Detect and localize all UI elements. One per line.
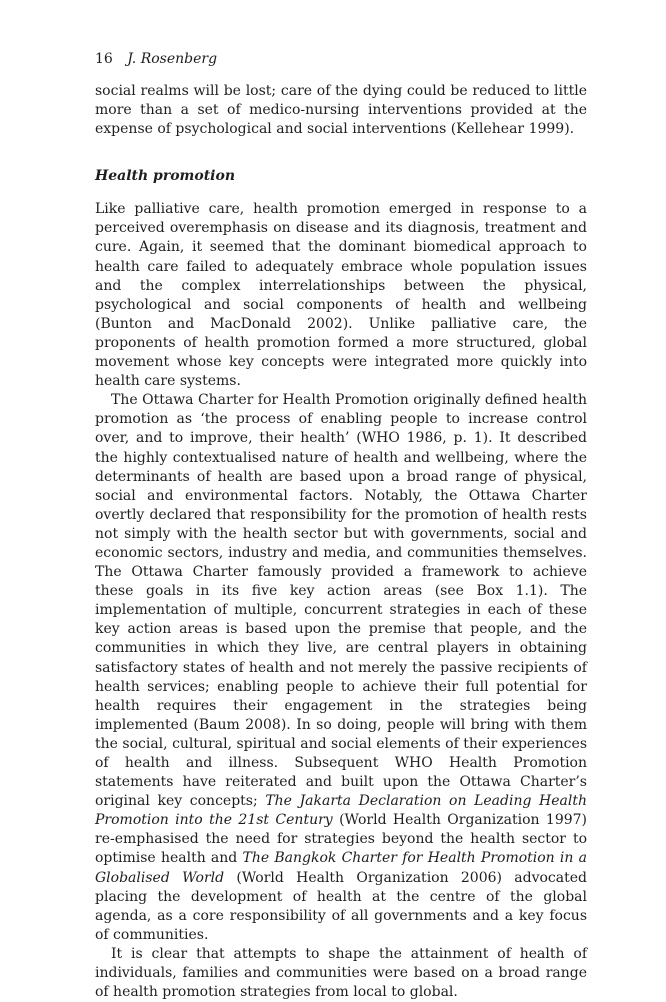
intro-paragraph: social realms will be lost; care of the dying could be reduced to little more than a set of medico-nursing interventions provided at the expense of psychological and social interventions (Kellehear 1999). <box>95 83 587 138</box>
body-paragraph-3: It is clear that attempts to shape the attainment of health of individuals, families and communities were based on a broad range of health promotion strategies from local to global. <box>95 945 587 1001</box>
page-number: 16 <box>95 51 113 67</box>
paragraph-2-text-b: (World Health Organization 1997) re-emphasised the need for strategies beyond the health sector to optimise health and <box>95 812 587 867</box>
book-page <box>95 50 587 1002</box>
body-paragraph-1: Like palliative care, health promotion emerged in response to a perceived overemphasis on disease and its diagnosis, treatment and cure. Again, it seemed that the dominant biomedical approach to health care failed to adequately embrace whole population issues and the complex interrelationships between the physical, psychological and social components of health and wellbeing (Bunton and MacDonald 2002). Unlike palliative care, the proponents of health promotion formed a more structured, global movement whose key concepts were integrated more quickly into health care systems. <box>95 201 587 390</box>
paragraph-2-text-a: The Ottawa Charter for Health Promotion originally defined health promotion as ‘the process of enabling people to increase control over, and to improve, their health’ (WHO 1986, p. 1). It described the highly contextualised nature of health and wellbeing, where the determinants of health are based upon a broad range of physical, social and environmental factors. Notably, the Ottawa Charter overtly declared that responsibility for the promotion of health rests not simply with the health sector but with governments, social and economic sectors, industry and media, and communities themselves. The Ottawa Charter famously provided a framework to achieve these goals in its five key action areas (see Box 1.1). The implementation of multiple, concurrent strategies in each of these key action areas is based upon the premise that people, and the communities in which they live, are central players in obtaining satisfactory states of health and not merely the passive recipients of health services; enabling people to achieve their full potential for health requires their engagement in the strategies being implemented (Baum 2008). In so doing, people will bring with them the social, cultural, spiritual and social elements of their experiences of health and illness. Subsequent WHO Health Promotion statements have reiterated and built upon the Ottawa Charter’s original key concepts; <box>95 392 587 810</box>
body-paragraph-2 <box>95 391 587 945</box>
jakarta-declaration-title: The Jakarta Declaration on Leading Health Promotion into the 21st Century <box>95 793 587 829</box>
section-heading: Health promotion <box>95 168 235 185</box>
running-head <box>95 50 587 68</box>
running-head-author: J. Rosenberg <box>127 51 218 67</box>
paragraph-2-text-c: (World Health Organization 2006) advocated placing the development of health at the centre of the global agenda, as a core responsibility of all governments and a key focus of communities. <box>95 869 587 943</box>
bangkok-charter-title: The Bangkok Charter for Health Promotion in a Globalised World <box>95 850 587 886</box>
